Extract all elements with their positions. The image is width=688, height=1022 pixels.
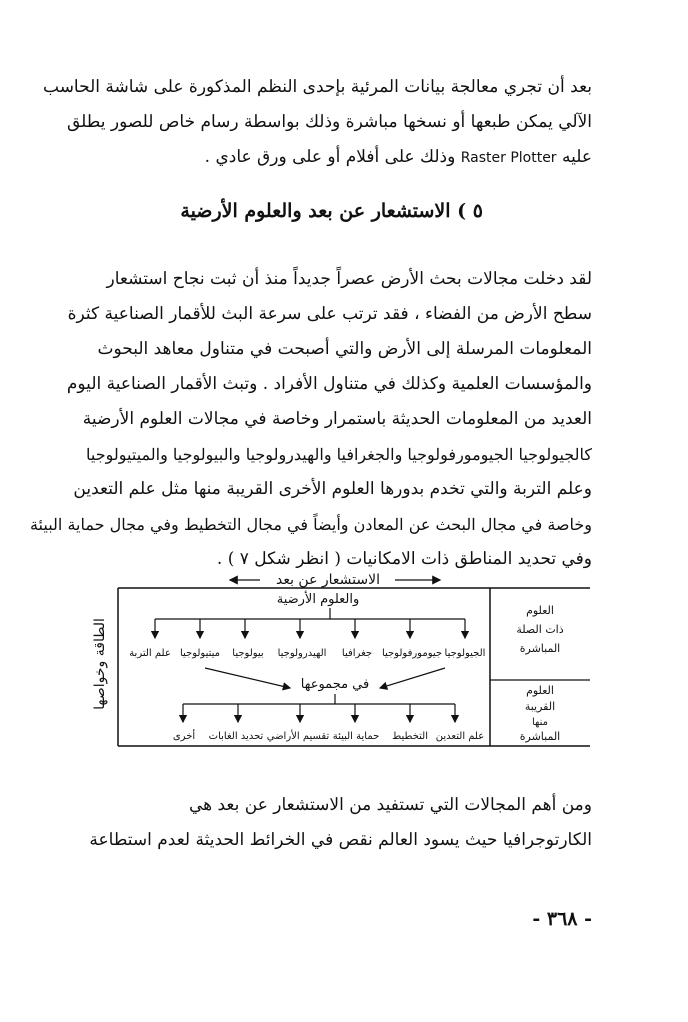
field-planning: التخطيط <box>391 731 429 742</box>
near-label-4: المباشرة <box>519 730 561 743</box>
diagram-title-line2: والعلوم الأرضية <box>276 592 360 607</box>
text-line: وخاصة في مجال البحث عن المعادن وأيضاً في مجال التخطيط وفي مجال حماية البيئة <box>29 515 592 534</box>
science-geology: الجيولوجيا <box>444 648 486 659</box>
text-line: العديد من المعلومات الحديثة باستمرار وخاصة في مجالات العلوم الأرضية <box>82 409 592 429</box>
page-number: - ٣٦٨ - <box>532 908 592 930</box>
converge-arrow-right <box>380 668 445 688</box>
fields-drop-arrows <box>183 704 455 722</box>
near-label-2: القريبة <box>524 700 556 713</box>
sciences-drop-arrows <box>155 619 465 638</box>
field-land-division: تقسيم الأراضي <box>266 731 330 742</box>
text-line: والمؤسسات العلمية وكذلك في متناول الأفراد . وتبث الأقمار الصناعية اليوم <box>66 374 592 394</box>
field-forests: تحديد الغابات <box>208 731 264 742</box>
text-fragment: وذلك على أفلام أو على ورق عادي . <box>204 147 456 167</box>
science-biology: بيولوجيا <box>232 648 264 659</box>
paragraph-3 <box>80 788 592 858</box>
science-hydrology: الهيدرولوجيا <box>277 648 327 659</box>
field-environment: حماية البيئة <box>332 731 380 742</box>
text-line: ومن أهم المجالات التي تستفيد من الاستشعار عن بعد هي <box>188 795 592 815</box>
text-line: وفي تحديد المناطق ذات الامكانيات ( انظر شكل ٧ ) . <box>216 549 592 569</box>
related-label-2: ذات الصلة <box>516 623 564 636</box>
text-line: لقد دخلت مجالات بحث الأرض عصراً جديداً منذ أن ثبت نجاح استشعار <box>106 269 592 289</box>
text-line: كالجيولوجيا الجيومورفولوجيا والجغرافيا والهيدرولوجيا والبيولوجيا والميتيولوجيا <box>86 445 592 464</box>
text-line: الآلي يمكن طبعها أو نسخها مباشرة وذلك بواسطة رسام خاص للصور يطلق <box>67 112 592 132</box>
science-meteorology: ميتيولوجيا <box>179 648 221 659</box>
science-soil: علم التربة <box>129 648 171 659</box>
science-geography: جغرافيا <box>341 648 373 659</box>
related-label-1: العلوم <box>526 604 554 617</box>
text-line: المعلومات المرسلة إلى الأرض والتي أصبحت في متناول معاهد البحوث <box>97 339 592 359</box>
field-mining: علم التعدين <box>435 731 485 742</box>
near-label-3: منها <box>531 717 549 728</box>
diagram-title-line1: الاستشعار عن بعد <box>275 572 381 588</box>
text-fragment: عليه <box>561 147 592 167</box>
science-geomorphology: جيومورفولوجيا <box>381 648 443 659</box>
text-line: الكارتوجرافيا حيث يسود العالم نقص في الخرائط الحديثة لعدم استطاعة <box>89 830 592 850</box>
raster-plotter-term: Raster Plotter <box>460 150 557 166</box>
text-line: وعلم التربة والتي تخدم بدورها العلوم الأخرى القريبة منها مثل علم التعدين <box>73 479 592 499</box>
text-line: بعد أن تجري معالجة بيانات المرئية بإحدى النظم المذكورة على شاشة الحاسب <box>43 77 592 97</box>
section-heading: ٥ ) الاستشعار عن بعد والعلوم الأرضية <box>180 200 483 222</box>
group-label: في مجموعها <box>300 677 370 692</box>
field-other: أخرى <box>172 731 196 742</box>
related-label-3: المباشرة <box>519 642 561 655</box>
converge-arrow-left <box>205 668 290 688</box>
side-label-energy: الطاقة وخواصها <box>92 618 108 710</box>
near-label-1: العلوم <box>526 684 554 697</box>
text-line: سطح الأرض من الفضاء ، فقد ترتب على سرعة البث للأقمار الصناعية كثرة <box>67 304 592 324</box>
